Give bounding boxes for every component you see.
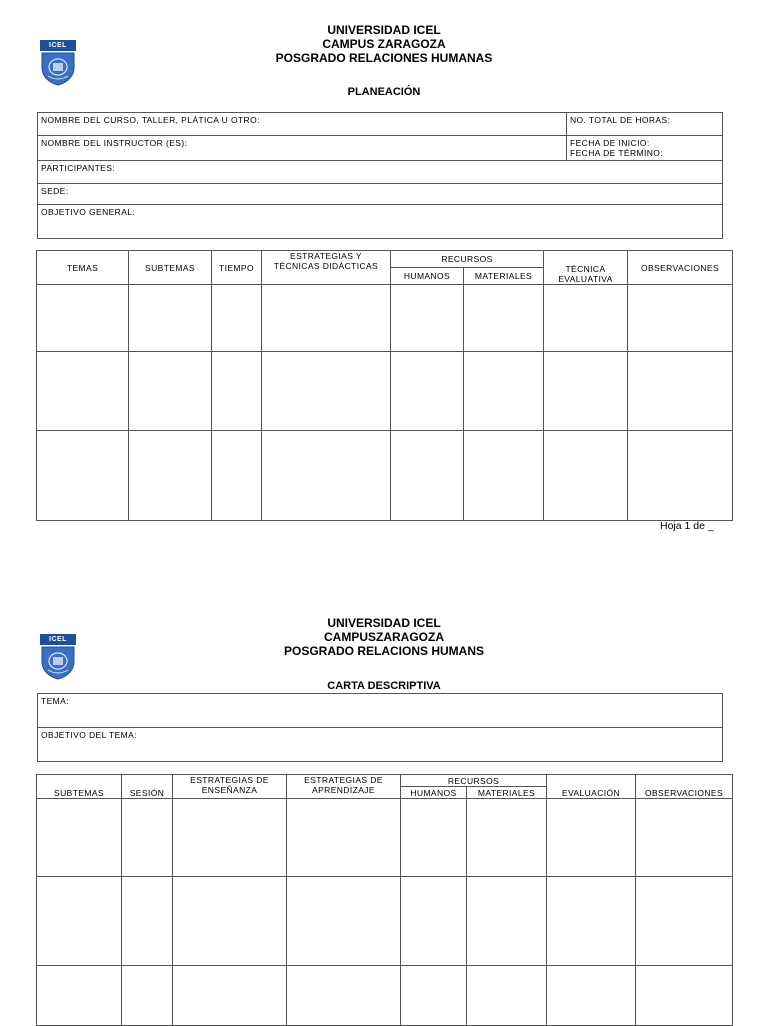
table-cell[interactable] xyxy=(37,877,122,966)
table-cell[interactable] xyxy=(212,285,262,352)
table-cell[interactable] xyxy=(547,877,636,966)
participants-field[interactable]: PARTICIPANTES: xyxy=(38,161,723,184)
col-tiempo: TIEMPO xyxy=(212,251,262,285)
table-cell[interactable] xyxy=(467,799,547,877)
campus-name: CAMPUS ZARAGOZA xyxy=(322,37,446,51)
table-cell[interactable] xyxy=(636,966,733,1026)
logo-text: ICEL xyxy=(40,40,76,51)
col-subtemas: SUBTEMAS xyxy=(129,251,212,285)
col-temas: TEMAS xyxy=(37,251,129,285)
table-cell[interactable] xyxy=(628,352,733,431)
col-tecnica-evaluativa: TÉCNICA EVALUATIVA xyxy=(544,251,628,285)
table-cell[interactable] xyxy=(173,877,287,966)
course-field[interactable]: NOMBRE DEL CURSO, TALLER, PLÁTICA U OTRO: xyxy=(38,113,567,136)
table-cell[interactable] xyxy=(173,966,287,1026)
col-humanos: HUMANOS xyxy=(401,787,467,799)
objective-field[interactable]: OBJETIVO GENERAL: xyxy=(38,205,723,239)
table-cell[interactable] xyxy=(37,431,129,521)
page-title: PLANEACIÓN xyxy=(347,86,421,98)
table-cell[interactable] xyxy=(262,431,391,521)
start-date-label: FECHA DE INICIO: xyxy=(570,138,650,148)
col-observaciones: OBSERVACIONES xyxy=(628,251,733,285)
table-cell[interactable] xyxy=(287,877,401,966)
table-cell[interactable] xyxy=(464,285,544,352)
table-cell[interactable] xyxy=(464,431,544,521)
carta-info-form xyxy=(37,693,723,762)
table-cell[interactable] xyxy=(122,966,173,1026)
table-cell[interactable] xyxy=(37,285,129,352)
col-sesion: SESIÓN xyxy=(122,775,173,799)
table-cell[interactable] xyxy=(401,877,467,966)
dates-field[interactable] xyxy=(567,136,723,161)
campus-name: CAMPUSZARAGOZA xyxy=(324,630,444,644)
col-observaciones: OBSERVACIONES xyxy=(636,775,733,799)
table-row xyxy=(37,799,733,877)
table-row xyxy=(37,431,733,521)
table-cell[interactable] xyxy=(636,877,733,966)
table-cell[interactable] xyxy=(544,431,628,521)
table-cell[interactable] xyxy=(129,431,212,521)
table-cell[interactable] xyxy=(37,352,129,431)
planeacion-table xyxy=(36,250,733,521)
table-cell[interactable] xyxy=(212,352,262,431)
program-name: POSGRADO RELACIONES HUMANAS xyxy=(275,51,493,65)
table-cell[interactable] xyxy=(122,799,173,877)
tema-field[interactable]: TEMA: xyxy=(38,694,723,728)
page-number: Hoja 1 de _ xyxy=(660,520,714,532)
col-evaluacion: EVALUACIÓN xyxy=(547,775,636,799)
col-subtemas: SUBTEMAS xyxy=(37,775,122,799)
site-field[interactable]: SEDE: xyxy=(38,184,723,205)
table-cell[interactable] xyxy=(287,966,401,1026)
col-recursos: RECURSOS xyxy=(391,251,544,268)
program-name: POSGRADO RELACIONS HUMANS xyxy=(283,644,484,658)
col-materiales: MATERIALES xyxy=(467,787,547,799)
planeacion-header xyxy=(0,23,768,65)
col-estrategias-ensenanza: ESTRATEGIAS DE ENSEÑANZA xyxy=(173,775,287,799)
table-cell[interactable] xyxy=(628,431,733,521)
table-cell[interactable] xyxy=(122,877,173,966)
objetivo-field[interactable]: OBJETIVO DEL TEMA: xyxy=(38,728,723,762)
table-cell[interactable] xyxy=(212,431,262,521)
table-cell[interactable] xyxy=(173,799,287,877)
table-cell[interactable] xyxy=(129,352,212,431)
table-cell[interactable] xyxy=(37,799,122,877)
table-cell[interactable] xyxy=(262,285,391,352)
table-cell[interactable] xyxy=(129,285,212,352)
university-name: UNIVERSIDAD ICEL xyxy=(327,23,441,37)
end-date-label: FECHA DE TÉRMINO: xyxy=(570,148,664,158)
planeacion-info-form xyxy=(37,112,723,239)
table-cell[interactable] xyxy=(391,352,464,431)
table-cell[interactable] xyxy=(547,966,636,1026)
table-row xyxy=(37,966,733,1026)
table-cell[interactable] xyxy=(262,352,391,431)
carta-table xyxy=(36,774,733,1026)
page-title: CARTA DESCRIPTIVA xyxy=(327,680,441,692)
col-estrategias-aprendizaje: ESTRATEGIAS DE APRENDIZAJE xyxy=(287,775,401,799)
instructor-field[interactable]: NOMBRE DEL INSTRUCTOR (ES): xyxy=(38,136,567,161)
table-cell[interactable] xyxy=(391,431,464,521)
table-cell[interactable] xyxy=(464,352,544,431)
col-recursos: RECURSOS xyxy=(401,775,547,787)
table-row xyxy=(37,285,733,352)
table-cell[interactable] xyxy=(401,966,467,1026)
table-cell[interactable] xyxy=(467,877,547,966)
university-name: UNIVERSIDAD ICEL xyxy=(327,616,441,630)
table-cell[interactable] xyxy=(391,285,464,352)
table-cell[interactable] xyxy=(636,799,733,877)
table-cell[interactable] xyxy=(401,799,467,877)
table-cell[interactable] xyxy=(544,285,628,352)
logo-text: ICEL xyxy=(40,634,76,645)
table-cell[interactable] xyxy=(37,966,122,1026)
col-estrategias: ESTRATEGIAS Y TÉCNICAS DIDÁCTICAS xyxy=(262,251,391,285)
table-cell[interactable] xyxy=(467,966,547,1026)
col-materiales: MATERIALES xyxy=(464,268,544,285)
col-humanos: HUMANOS xyxy=(391,268,464,285)
table-cell[interactable] xyxy=(628,285,733,352)
hours-field[interactable]: NO. TOTAL DE HORAS: xyxy=(567,113,723,136)
table-cell[interactable] xyxy=(544,352,628,431)
table-row xyxy=(37,352,733,431)
table-cell[interactable] xyxy=(287,799,401,877)
table-row xyxy=(37,877,733,966)
carta-header xyxy=(0,616,768,658)
table-cell[interactable] xyxy=(547,799,636,877)
